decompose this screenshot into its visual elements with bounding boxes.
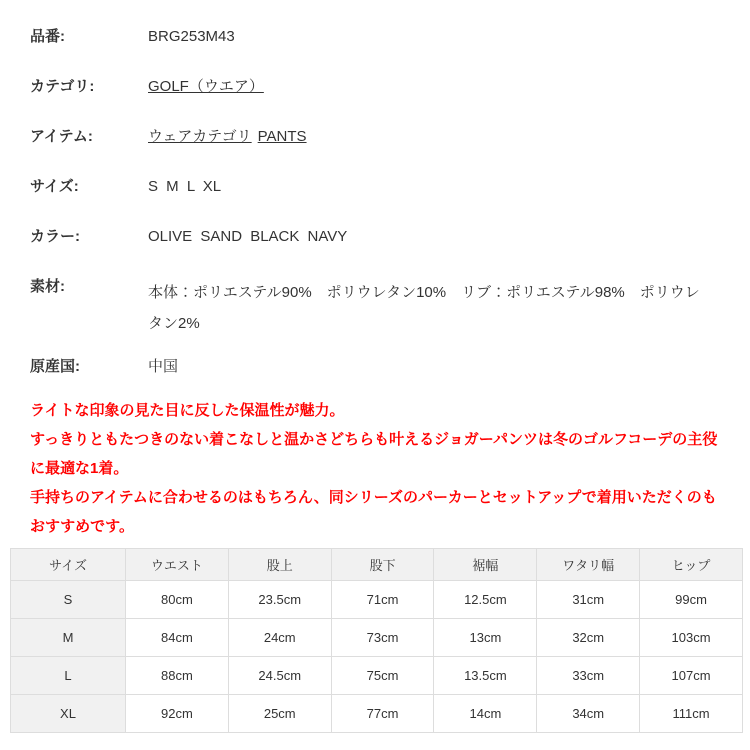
cell-size: XL [11,695,126,733]
item-wear-category-link[interactable]: ウェアカテゴリ [148,128,252,145]
table-row-xl [11,695,743,733]
table-row-s [11,581,743,619]
table-row-m [11,619,743,657]
header-thigh-width: ワタリ幅 [537,549,640,581]
spec-row-product-number [30,27,720,47]
cell-rise: 25cm [228,695,331,733]
cell-size: L [11,657,126,695]
cell-hip: 99cm [640,581,743,619]
header-size: サイズ [11,549,126,581]
cell-hem-width: 13cm [434,619,537,657]
item-label: アイテム: [30,128,93,145]
cell-hem-width: 14cm [434,695,537,733]
cell-waist: 80cm [126,581,229,619]
size-chart-header [11,549,743,581]
material-value: 本体：ポリエステル90% ポリウレタン10% リブ：ポリエステル98% ポリウレタン2% [148,284,700,332]
header-rise: 股上 [228,549,331,581]
description-line-1: ライトな印象の見た目に反した保温性が魅力。 [30,402,345,419]
size-value: S M L XL [148,178,222,195]
color-value: OLIVE SAND BLACK NAVY [148,228,348,245]
header-waist: ウエスト [126,549,229,581]
cell-thigh-width: 31cm [537,581,640,619]
cell-inseam: 71cm [331,581,434,619]
cell-waist: 92cm [126,695,229,733]
table-row-l [11,657,743,695]
cell-rise: 23.5cm [228,581,331,619]
product-description [30,396,720,541]
cell-inseam: 75cm [331,657,434,695]
cell-rise: 24cm [228,619,331,657]
spec-row-size [30,177,720,197]
cell-thigh-width: 33cm [537,657,640,695]
cell-hip: 111cm [640,695,743,733]
cell-size: M [11,619,126,657]
header-inseam: 股下 [331,549,434,581]
header-hip: ヒップ [640,549,743,581]
size-chart-body [11,581,743,733]
origin-label: 原産国: [30,358,80,375]
material-label: 素材: [30,278,65,295]
cell-waist: 88cm [126,657,229,695]
color-label: カラー: [30,228,80,245]
cell-waist: 84cm [126,619,229,657]
cell-hip: 103cm [640,619,743,657]
spec-row-color [30,227,720,247]
product-number-label: 品番: [30,28,65,45]
spec-row-origin [30,357,720,377]
product-number-value: BRG253M43 [148,28,235,45]
size-label: サイズ: [30,178,79,195]
cell-inseam: 77cm [331,695,434,733]
spec-row-category [30,77,720,97]
cell-thigh-width: 34cm [537,695,640,733]
category-link[interactable]: GOLF（ウエア） [148,78,264,95]
cell-size: S [11,581,126,619]
size-chart-table [10,548,743,733]
category-label: カテゴリ: [30,78,95,95]
cell-hem-width: 13.5cm [434,657,537,695]
category-value [148,77,720,97]
description-line-3: 手持ちのアイテムに合わせるのはもちろん、同シリーズのパーカーとセットアップで着用いただくのもおすすめです。 [30,489,717,535]
spec-row-item [30,127,720,147]
cell-rise: 24.5cm [228,657,331,695]
item-pants-link[interactable]: PANTS [257,128,307,145]
cell-thigh-width: 32cm [537,619,640,657]
cell-hip: 107cm [640,657,743,695]
cell-hem-width: 12.5cm [434,581,537,619]
item-value [148,127,720,147]
header-hem-width: 裾幅 [434,549,537,581]
description-line-2: すっきりともたつきのない着こなしと温かさどちらも叶えるジョガーパンツは冬のゴルフコーデの主役に最適な1着。 [30,431,718,477]
origin-value: 中国 [148,358,179,375]
cell-inseam: 73cm [331,619,434,657]
header-row [11,549,743,581]
spec-row-material [30,277,720,339]
